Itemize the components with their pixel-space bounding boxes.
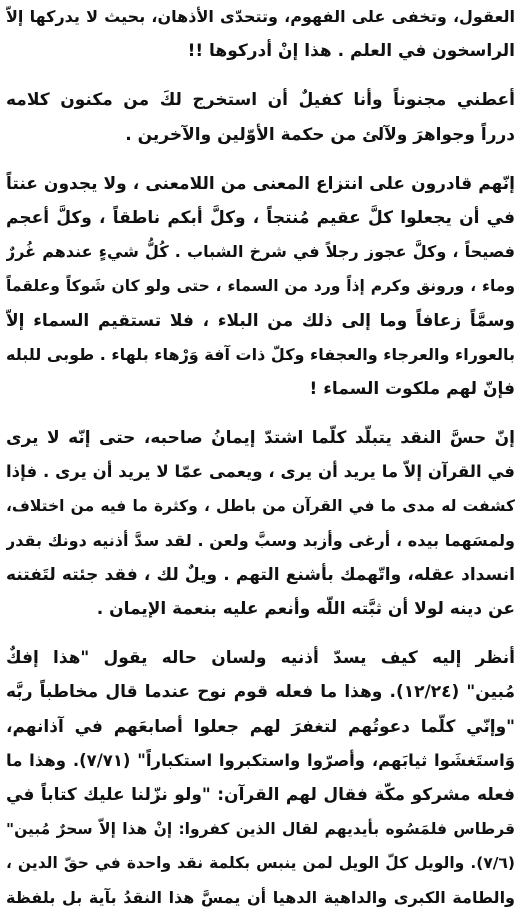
text-line: في القرآن إلاّ ما يريد أن يرى ، ويعمى عمّا لا يريد أن يرى . فإذا: [6, 462, 515, 482]
document-page: [6, 0, 515, 910]
text-line: قرطاس فلمَسُوه بأيديهم لقال الذين كفروا: إنْ هذا إلاّ سحرٌ مُبين": [6, 820, 515, 839]
text-line: فعله مشركو مكّة فقال لهم القرآن: "ولو نزّلنا عليك كتاباً في: [6, 784, 515, 805]
text-line: فصيحاً ، وكلَّ عجوز رجلاً في شرخ الشباب . كُلُّ شيءٍ عندهم غُررٌ: [6, 242, 515, 262]
text-line: أعطني مجنوناً وأنا كفيلٌ أن استخرج لكَ من مكنون كلامه: [6, 90, 515, 111]
paragraph-5: [6, 641, 515, 910]
text-line: "وإنّي كلّما دعوتُهم لتغفرَ لهم جعلوا أصابعَهم في آذانهم،: [6, 716, 515, 737]
paragraph-3: [6, 167, 515, 406]
paragraph-gap: [6, 626, 515, 641]
paragraph-4: [6, 421, 515, 626]
text-line: في أن يجعلوا كلَّ عقيم مُنتجاً ، وكلَّ أبكم ناطقاً ، وكلَّ أعجم: [6, 207, 515, 228]
text-line: وسمَّاً زعافاً وما إلى ذلك من البلاء ، فلا تستقيم السماء إلاّ: [6, 310, 515, 331]
paragraph-gap: [6, 406, 515, 421]
text-line: إنّ حسَّ النقد يتبلّد كلّما اشتدّ إيمانُ صاحبه، حتى إنّه لا يرى: [6, 428, 515, 449]
text-line: انسداد عقله، واتّهمك بأشنع التهم . ويلٌ لك ، فقد جئته لتَفتنه: [6, 564, 515, 585]
text-line: وَاستَغشَوا ثيابَهم، وأصرّوا واستكبروا استكباراً" (٧/٧١). وهذا ما: [6, 750, 515, 770]
text-line: بالعوراء والعرجاء والعجفاء وكلّ ذات آفة وَرْهاء بلهاء . طوبى للبله: [6, 344, 515, 364]
text-line: والطامة الكبرى والداهية الدهيا أن يمسَّ هذا النقدُ بآية بل بلفظة: [6, 887, 515, 907]
paragraph-gap: [6, 68, 515, 83]
text-line: مُبين" (١٢/٢٤). وهذا ما فعله قوم نوح عندما قال مخاطباً ربَّه: [6, 682, 515, 703]
text-line: أنظر إليه كيف يسدّ أذنيه ولسان حاله يقول "هذا إفكٌ: [6, 648, 515, 669]
text-line: درراً وجواهرَ ولآلئ من حكمة الأوّلين والآخرين .: [125, 124, 515, 145]
text-line: وماء ، ورونق وكرم إذاً ورد من السماء ، حتى ولو كان شَوكاً وعلقماً: [6, 277, 515, 296]
text-line: فإنّ لهم ملكوت السماء !: [309, 378, 515, 399]
text-line: الراسخون في العلم . هذا إنْ أدركوها !!: [187, 41, 515, 62]
paragraph-1: [6, 0, 515, 68]
text-line: كشفت له مدى ما في القرآن من باطل ، وكثرة ما فيه من اختلاف،: [6, 497, 515, 516]
text-line: العقول، وتخفى على الفهوم، وتتحدّى الأذهان، بحيث لا يدركها إلاّ: [6, 7, 515, 26]
text-line: إنّهم قادرون على انتزاع المعنى من اللامعنى ، ولا يجدون عنتاً: [6, 173, 515, 194]
paragraph-2: [6, 83, 515, 151]
text-line: عن دينه لولا أن ثبَّته اللّه وأنعم عليه بنعمة الإيمان .: [96, 599, 515, 619]
text-line: ولمسَهما بيده ، أرغى وأزبد وسبَّ ولعن . لقد سدَّ أذنيه دونك بقدر: [6, 530, 515, 550]
text-line: (٧/٦). والويل كلّ الويل لمن ينبس بكلمة نقد واحدة في حقّ الدين ،: [6, 854, 515, 873]
paragraph-gap: [6, 152, 515, 167]
